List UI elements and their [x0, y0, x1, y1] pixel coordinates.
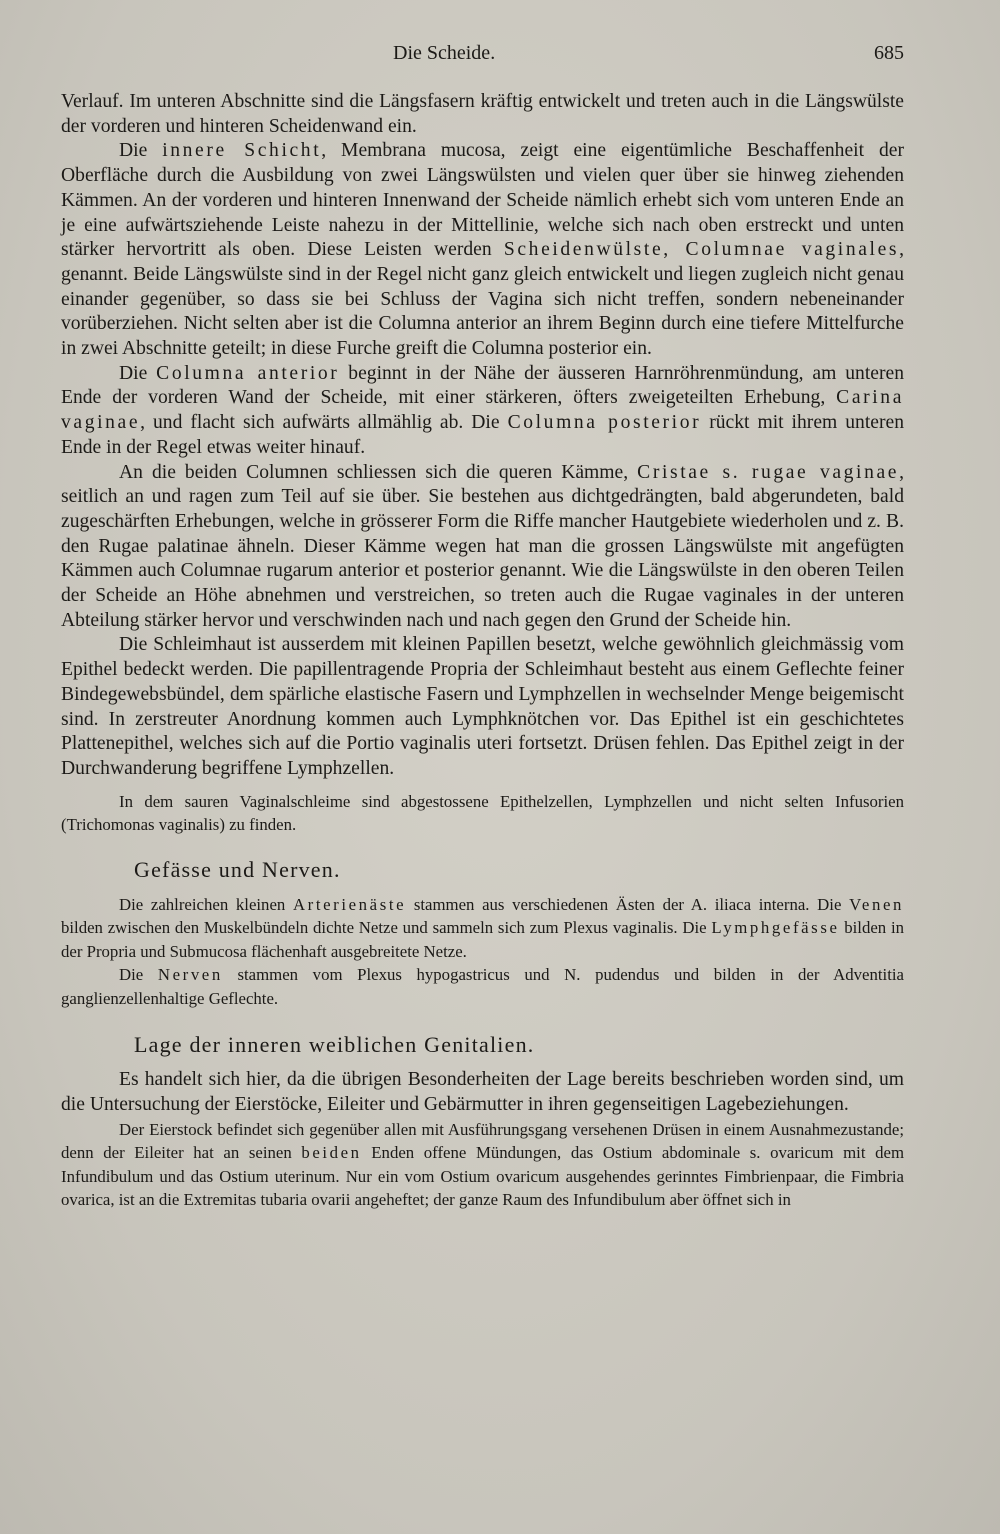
paragraph — [61, 139, 904, 361]
spaced-emphasis-text: Columna posterior — [507, 412, 702, 434]
text-run: Enden offene Mündungen, das Ostium abdominale s. ovaricum mit dem Infundibulum und das Ostium uterinum. Nur ein vom Ostium ovaricum ausgehendes gerinntes Fimbrienpaar, die Fimbria ovarica, ist an die Extremitas tubaria ovarii angeheftet; der ganze Raum des Infundibulum aber öffnet sich in — [61, 1143, 904, 1210]
text-run: Die Schleimhaut ist ausserdem mit kleinen Papillen besetzt, welche gewöhnlich gleichmässig vom Epithel bedeckt werden. Die papillentragende Propria der Schleimhaut besteht aus einem Geflechte feiner Bindegewebsbündel, dem spärliche elastische Fasern und Lymphzellen in wechselnder Menge beigemischt sind. In zerstreuter Anordnung kommen auch Lymphknötchen vor. Das Epithel ist ein geschichtetes Plattenepithel, welches sich auf die Portio vaginalis uteri fortsetzt. Drüsen fehlen. Das Epithel zeigt in der Durchwanderung begriffene Lymphzellen. — [61, 634, 904, 779]
spaced-emphasis-text: Arterienäste — [292, 894, 407, 914]
text-run: Der Eierstock befindet sich gegenüber allen mit Ausführungsgang versehenen Drüsen in einem Ausnahmezustande; denn der Eileiter hat an seinen — [61, 1119, 904, 1163]
paragraph — [61, 362, 904, 461]
text-run: rückt mit ihrem unteren Ende in der Regel etwas weiter hinauf. — [61, 412, 904, 458]
running-title: Die Scheide. — [393, 42, 496, 64]
text-run: In dem sauren Vaginalschleime sind abgestossene Epithelzellen, Lymphzellen und nicht selten Infusorien (Trichomonas vaginalis) zu finden. — [61, 791, 904, 835]
vessels-section — [61, 893, 904, 1011]
page-content — [61, 90, 904, 1212]
text-run: Es handelt sich hier, da die übrigen Besonderheiten der Lage bereits beschrieben worden sind, um die Untersuchung der Eierstöcke, Eileiter und Gebärmutter in ihren gegenseitigen Lagebeziehungen. — [61, 1069, 904, 1115]
paragraph — [61, 461, 904, 634]
running-head — [0, 42, 1000, 72]
spaced-emphasis-text: Carina vaginae — [61, 387, 904, 434]
text-run: Die — [119, 362, 157, 384]
spaced-emphasis-text: Scheidenwülste, Columnae vaginales — [503, 239, 900, 261]
text-run: , seitlich an und ragen zum Teil auf sie über. Sie bestehen aus dichtgedrängten, bald abgerundeten, bald zugeschärften Erhebungen, welche in grösserer Form die Riffe mancher Hautgebiete wiederholen und z. B. den Rugae palatinae ähneln. Dieser Kämme wegen hat man die grossen Längswülste mit angefügten Kämmen auch Columnae rugarum anterior et posterior genannt. Wie die Längswülste in den oberen Teilen der Scheide an Höhe abnehmen und verstreichen, so treten auch die Rugae vaginales in der unteren Abteilung stärker hervor und verschwinden nach und nach gegen den Grund der Scheide hin. — [61, 461, 904, 631]
text-run: , und flacht sich aufwärts allmählig ab. Die — [140, 412, 508, 434]
paragraph — [61, 90, 904, 139]
position-small-print — [61, 1118, 904, 1212]
note-paragraph — [61, 790, 904, 837]
note-paragraph — [61, 1118, 904, 1212]
text-run: beginnt in der Nähe der äusseren Harnröhrenmündung, am unteren Ende der vorderen Wand der Scheide, mit einer stärkeren, öfters zweigeteilten Erhebung, — [61, 362, 904, 409]
text-run: stammen vom Plexus hypogastricus und N. pudendus und bilden in der Adventitia ganglienzellenhaltige Geflechte. — [61, 965, 904, 1008]
small-print-note — [61, 790, 904, 837]
spaced-emphasis-text: Venen — [849, 894, 904, 914]
paragraph — [61, 1068, 904, 1117]
text-run: Die zahlreichen kleinen — [119, 894, 293, 914]
section-heading-vessels: Gefässe und Nerven. — [134, 856, 341, 882]
spaced-emphasis-text: beiden — [301, 1143, 362, 1163]
text-run: Die — [119, 140, 163, 162]
page-number: 685 — [874, 42, 904, 64]
text-run: Die — [119, 965, 158, 985]
text-run: bilden in der Propria und Submucosa flächenhaft ausgebreitete Netze. — [61, 918, 904, 961]
text-run: , Membrana mucosa, zeigt eine eigentümliche Beschaffenheit der Oberfläche durch die Ausbildung von zwei Längswülsten und vielen quer über sie hinweg ziehenden Kämmen. An der vorderen und hinteren Innenwand der Scheide nämlich erhebt sich vom unteren Ende an je eine aufwärtsziehende Leiste nahezu in der Mittellinie, welche sich nach oben erstreckt und unten stärker hervortritt als oben. Diese Leisten werden — [61, 140, 904, 261]
spaced-emphasis-text: innere Schicht — [162, 140, 322, 162]
main-text — [61, 90, 904, 782]
spaced-emphasis-text: Nerven — [157, 965, 223, 985]
text-run: An die beiden Columnen schliessen sich die queren Kämme, — [119, 461, 638, 483]
text-run: , genannt. Beide Längswülste sind in der Regel nicht ganz gleich entwickelt und liegen zugleich nicht genau einander gegenüber, so dass sie bei Schluss der Vagina sich nicht treffen, sondern nebeneinander vorüberziehen. Nicht selten aber ist die Columna anterior an ihrem Beginn durch eine tiefere Mittelfurche in zwei Abschnitte geteilt; in diese Furche greift die Columna posterior ein. — [61, 239, 904, 360]
spaced-emphasis-text: Lymphgefässe — [711, 918, 840, 938]
note-paragraph — [61, 963, 904, 1010]
text-run: stammen aus verschiedenen Ästen der A. iliaca interna. Die — [406, 894, 850, 914]
spaced-emphasis-text: Columna anterior — [156, 362, 340, 384]
text-run: bilden zwischen den Muskelbündeln dichte Netze und sammeln sich zum Plexus vaginalis. Die — [61, 918, 712, 938]
spaced-emphasis-text: Cristae s. rugae vaginae — [637, 461, 900, 483]
position-lead — [61, 1068, 904, 1117]
paragraph — [61, 633, 904, 781]
section-heading-position: Lage der inneren weiblichen Genitalien. — [134, 1032, 535, 1058]
note-paragraph — [61, 893, 904, 964]
text-run: Verlauf. Im unteren Abschnitte sind die Längsfasern kräftig entwickelt und treten auch in die Längswülste der vorderen und hinteren Scheidenwand ein. — [61, 91, 904, 137]
